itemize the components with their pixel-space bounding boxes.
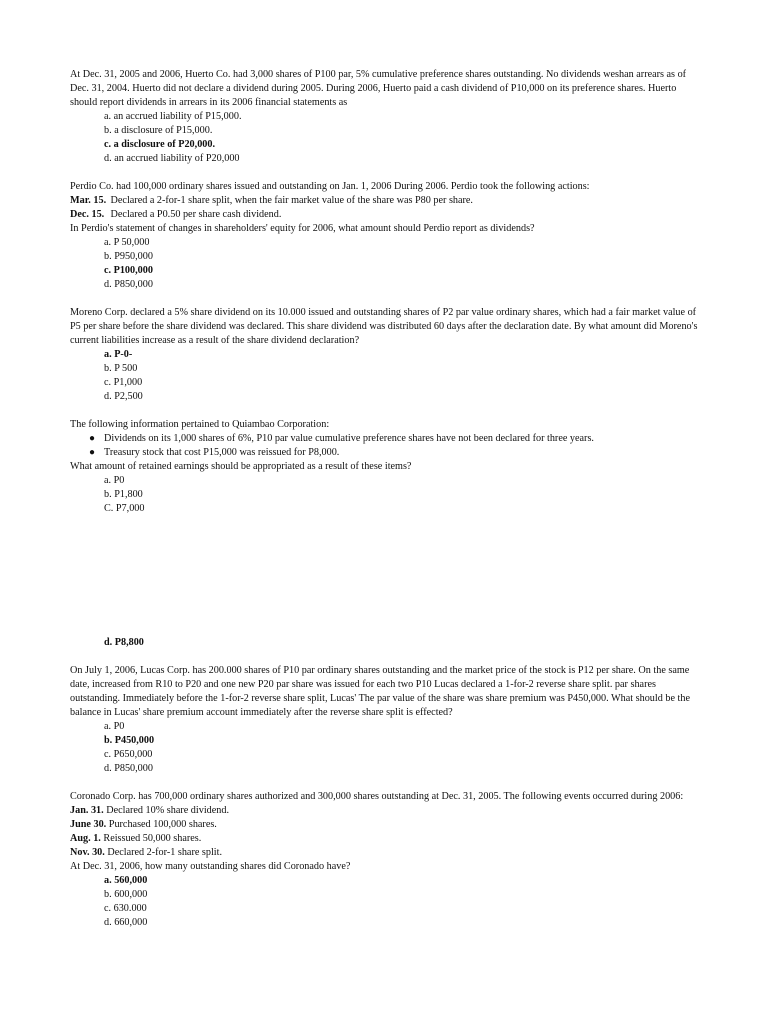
event-line <box>70 832 700 846</box>
event-date: Mar. 15. <box>70 195 107 206</box>
event-date: Jan. 31. <box>70 805 104 816</box>
event-text: Purchased 100,000 shares. <box>108 819 217 830</box>
question-6 <box>70 790 700 930</box>
event-date: June 30. <box>70 819 107 830</box>
question-5-options <box>70 720 700 776</box>
question-1 <box>70 68 700 166</box>
option: c. 630.000 <box>104 903 147 914</box>
option: b. P 500 <box>104 363 138 374</box>
option: a. an accrued liability of P15,000. <box>104 111 242 122</box>
option: C. P7,000 <box>104 503 145 514</box>
question-2-question: In Perdio's statement of changes in shareholders' equity for 2006, what amount should Perdio report as dividends? <box>70 223 535 234</box>
option: b. P950,000 <box>104 251 153 262</box>
bullet-item <box>89 432 700 446</box>
event-date: Nov. 30. <box>70 847 105 858</box>
bullet-item <box>89 446 700 460</box>
event-line <box>70 818 700 832</box>
option-answer: a. 560,000 <box>104 875 148 886</box>
question-2-options <box>70 236 700 292</box>
option: c. P1,000 <box>104 377 143 388</box>
question-4-question: What amount of retained earnings should be appropriated as a result of these items? <box>70 461 412 472</box>
question-3-stem: Moreno Corp. declared a 5% share dividend on its 10.000 issued and outstanding shares of P2 par value ordinary shares, which had a fair market value of P5 per share before the share dividend was declared. This share dividend was distributed 60 days after the declaration date. By what amount did Moreno's current liabilities increase as a result of the share dividend declaration? <box>70 307 698 346</box>
option: d. P2,500 <box>104 391 143 402</box>
event-line <box>70 804 700 818</box>
option-answer: d. P8,800 <box>104 637 144 648</box>
option-answer: c. P100,000 <box>104 265 153 276</box>
event-date: Aug. 1. <box>70 833 101 844</box>
option: b. P1,800 <box>104 489 143 500</box>
event-line <box>70 194 700 208</box>
option: d. P850,000 <box>104 763 153 774</box>
document-page <box>70 68 700 944</box>
question-4-stem: The following information pertained to Quiambao Corporation: <box>70 419 330 430</box>
bullet-text: Dividends on its 1,000 shares of 6%, P10 par value cumulative preference shares have not been declared for three years. <box>104 433 594 444</box>
question-6-stem: Coronado Corp. has 700,000 ordinary shares authorized and 300,000 shares outstanding at Dec. 31, 2005. The following events occurred during 2006: <box>70 791 684 802</box>
question-4-bullets <box>70 432 700 460</box>
event-text: Declared 10% share dividend. <box>106 805 230 816</box>
blank-space <box>70 516 700 636</box>
option-answer: c. a disclosure of P20,000. <box>104 139 216 150</box>
question-6-options <box>70 874 700 930</box>
event-text: Declared a P0.50 per share cash dividend. <box>110 209 282 220</box>
question-1-options <box>70 110 700 166</box>
question-2 <box>70 180 700 292</box>
bullet-icon: ● <box>89 433 96 444</box>
question-4 <box>70 418 700 650</box>
bullet-icon: ● <box>89 447 96 458</box>
option: c. P650,000 <box>104 749 153 760</box>
event-text: Reissued 50,000 shares. <box>103 833 202 844</box>
question-5 <box>70 664 700 776</box>
question-3-options <box>70 348 700 404</box>
bullet-text: Treasury stock that cost P15,000 was reissued for P8,000. <box>104 447 340 458</box>
option: b. a disclosure of P15,000. <box>104 125 213 136</box>
option: a. P0 <box>104 475 125 486</box>
event-date: Dec. 15. <box>70 209 105 220</box>
option-answer: b. P450,000 <box>104 735 155 746</box>
option: b. 600,000 <box>104 889 148 900</box>
question-4-options <box>70 474 700 516</box>
option: d. 660,000 <box>104 917 148 928</box>
option-answer: a. P-0- <box>104 349 133 360</box>
option: a. P 50,000 <box>104 237 150 248</box>
event-line <box>70 846 700 860</box>
question-6-question: At Dec. 31, 2006, how many outstanding shares did Coronado have? <box>70 861 351 872</box>
question-4-options-continued <box>70 636 700 650</box>
option: a. P0 <box>104 721 125 732</box>
event-text: Declared 2-for-1 share split. <box>107 847 222 858</box>
event-line <box>70 208 700 222</box>
question-2-stem: Perdio Co. had 100,000 ordinary shares issued and outstanding on Jan. 1, 2006 During 2006. Perdio took the following actions: <box>70 181 590 192</box>
option: d. P850,000 <box>104 279 153 290</box>
option: d. an accrued liability of P20,000 <box>104 153 240 164</box>
question-5-stem: On July 1, 2006, Lucas Corp. has 200.000 shares of P10 par ordinary shares outstanding and the market price of the stock is P12 per share. On the same date, increased from R10 to P20 and one new P20 par share was issued for each two P10 Lucas declared a 1-for-2 reverse share split. par shares outstanding. Immediately before the 1-for-2 reverse share split, Lucas' The par value of the share was share premium was P450,000. What should be the balance in Lucas' share premium account immediately after the reverse share split is effected? <box>70 665 690 718</box>
question-1-stem: At Dec. 31, 2005 and 2006, Huerto Co. had 3,000 shares of P100 par, 5% cumulative preference shares outstanding. No dividends weshan arrears as of Dec. 31, 2004. Huerto did not declare a dividend during 2005. During 2006, Huerto paid a cash dividend of P10,000 on its preference shares. Huerto should report dividends in arrears in its 2006 financial statements as <box>70 69 687 108</box>
event-text: Declared a 2-for-1 share split, when the fair market value of the share was P80 per share. <box>110 195 473 206</box>
question-3 <box>70 306 700 404</box>
